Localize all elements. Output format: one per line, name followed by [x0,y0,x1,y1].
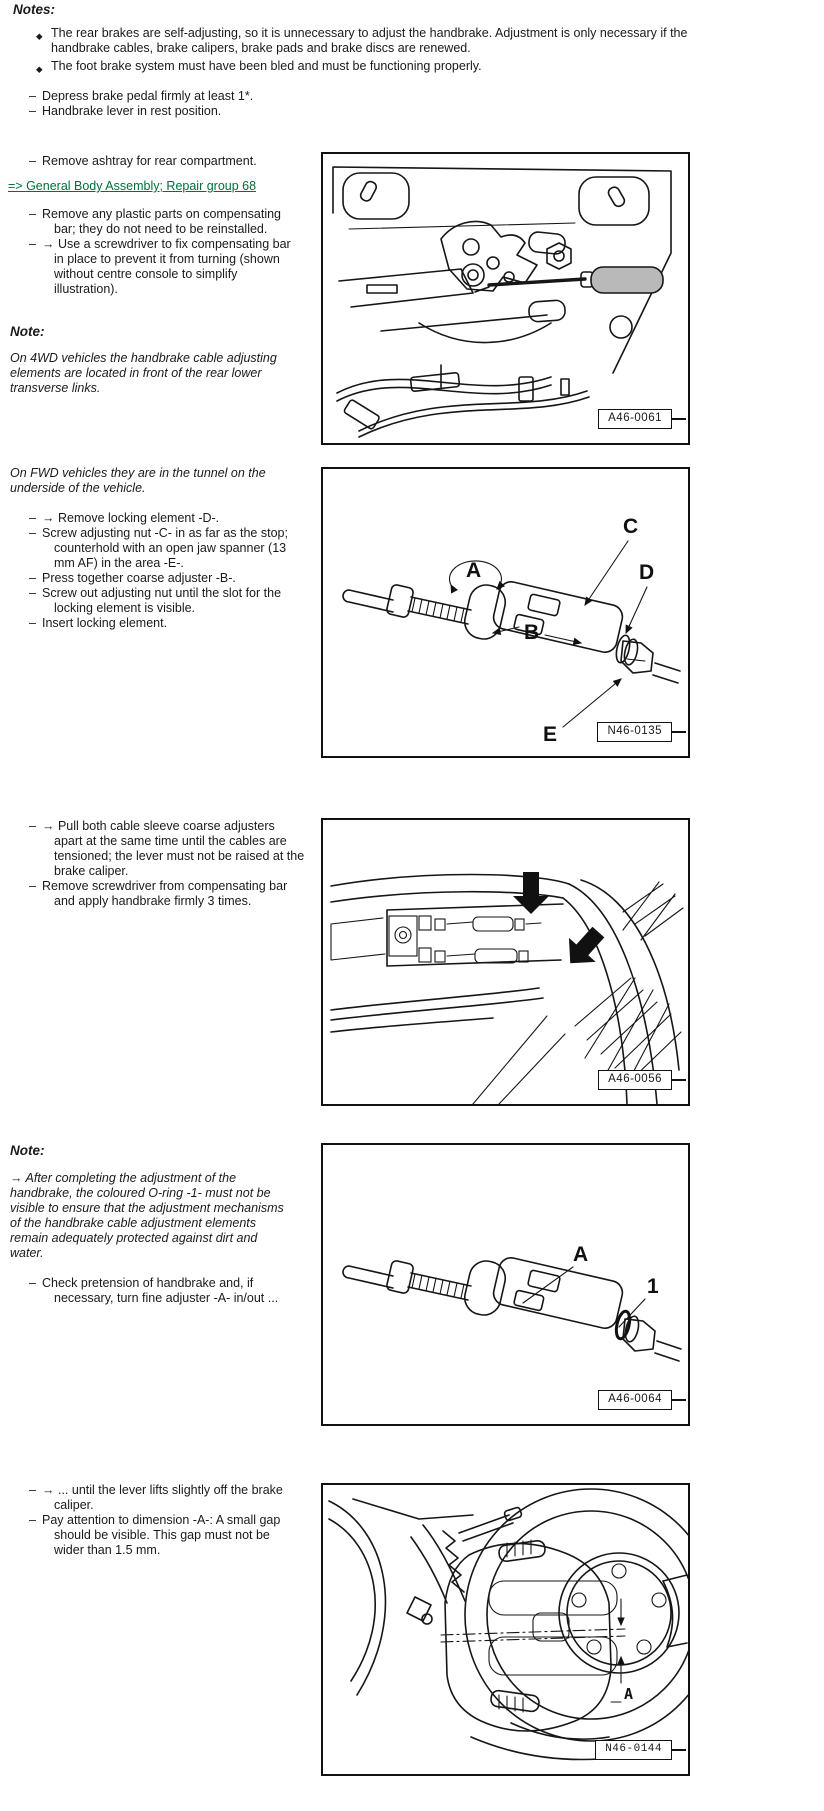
figure-tunnel-adjusters [321,818,690,1106]
diamond-bullet-icon: ◆ [36,64,43,74]
step-text: → Remove locking element -D-. [42,511,220,525]
figure-code-badge: A46-0056 [598,1070,672,1090]
step-text: Handbrake lever in rest position. [42,104,222,118]
list-item [29,104,349,119]
list-item [29,511,299,526]
repair-group-link[interactable]: => General Body Assembly; Repair group 68 [8,179,257,193]
fwd-paragraph: On FWD vehicles they are in the tunnel on the underside of the vehicle. [10,466,266,495]
step-text: Remove ashtray for rear compartment. [42,154,257,168]
list-item [29,586,299,616]
list-item [29,819,306,879]
figure-code-badge: A46-0064 [598,1390,672,1410]
note-bullet-text: The foot brake system must have been bled and must be functioning properly. [51,59,482,73]
steps-pretension [29,1276,302,1306]
callout-letter-c: C [623,515,639,538]
list-item [36,26,700,56]
top-notes-list [36,26,700,80]
black-arrow-diagonal-icon [557,920,612,975]
cable-adjuster-illustration [323,469,688,756]
list-item [29,1276,302,1306]
notes-header: Notes: [13,2,56,17]
step-text: → ... until the lever lifts slightly off the brake caliper. [42,1483,283,1512]
note-4wd-text: On 4WD vehicles the handbrake cable adjusting elements are located in front of the rear lower transverse links. [10,351,277,395]
steps-final [29,1483,302,1558]
callout-letter-e: E [543,723,558,746]
list-item [29,207,300,237]
dash-bullet: – [29,1483,36,1497]
dash-bullet: – [29,511,36,525]
tunnel-adjusters-illustration [323,820,688,1104]
list-item [29,89,349,104]
note-4wd-title: Note: [10,324,45,339]
repair-group-link-row [8,179,256,194]
callout-letter-a: A [573,1243,589,1266]
figure-code-badge: N46-0135 [597,722,672,742]
figure-code-badge: A46-0061 [598,409,672,429]
fine-adjuster-illustration [323,1145,688,1424]
dash-bullet: – [29,526,36,540]
step-text: Insert locking element. [42,616,168,630]
step-text: Screw adjusting nut -C- in as far as the stop; counterhold with an open jaw spanner (13 mm AF) in the area -E-. [42,526,288,570]
diamond-bullet-icon: ◆ [36,31,43,41]
dash-bullet: – [29,1276,36,1290]
dash-bullet: – [29,154,36,168]
figure-cable-adjuster [321,467,690,758]
dimension-letter-a: A [624,1685,634,1703]
dash-bullet: – [29,237,36,251]
step-text: → Use a screwdriver to fix compensating bar in place to prevent it from turning (shown without centre console to simplify illustration). [42,237,291,296]
callout-letter-d: D [639,561,655,584]
list-item [29,879,306,909]
step-text: Pay attention to dimension -A-: A small gap should be visible. This gap must not be wider than 1.5 mm. [42,1513,281,1557]
dash-bullet: – [29,819,36,833]
brake-caliper-illustration [323,1485,688,1774]
list-item [29,1513,302,1558]
list-item [29,237,300,297]
callout-letter-b: B [524,621,540,644]
note-oring-text: → After completing the adjustment of the handbrake, the coloured O-ring -1- must not be visible to ensure that the adjustment mechanisms of the handbrake cable adjustment elements remain adequately protected against dirt and water. [10,1171,284,1260]
dash-bullet: – [29,207,36,221]
callout-letter-a: A [466,559,482,582]
list-item [29,154,349,169]
step-text: Remove screwdriver from compensating bar and apply handbrake firmly 3 times. [42,879,288,908]
figure-brake-caliper [321,1483,690,1776]
step-text: Remove any plastic parts on compensating bar; they do not need to be reinstalled. [42,207,282,236]
note-oring-title: Note: [10,1143,45,1158]
step-text: → Pull both cable sleeve coarse adjusters apart at the same time until the cables are tensioned; the lever must not be raised at the brake caliper. [42,819,305,878]
dash-bullet: – [29,89,36,103]
dash-bullet: – [29,586,36,600]
step-ashtray [29,154,349,169]
list-item [29,616,299,631]
list-item [36,59,700,77]
steps-tension [29,819,306,909]
dash-bullet: – [29,879,36,893]
dash-bullet: – [29,104,36,118]
step-text: Screw out adjusting nut until the slot for the locking element is visible. [42,586,282,615]
screwdriver-icon [475,267,663,293]
steps-initial [29,89,349,119]
step-text: Depress brake pedal firmly at least 1*. [42,89,254,103]
handbrake-lever-illustration [323,154,688,443]
figure-fine-adjuster [321,1143,690,1426]
figure-code-badge: N46-0144 [595,1740,672,1760]
list-item [29,526,299,571]
step-text: Check pretension of handbrake and, if necessary, turn fine adjuster -A- in/out ... [42,1276,279,1305]
figure-handbrake-lever [321,152,690,445]
steps-adjuster [29,511,299,631]
step-text: Press together coarse adjuster -B-. [42,571,236,585]
dash-bullet: – [29,1513,36,1527]
callout-number-1: 1 [647,1275,659,1298]
list-item [29,1483,302,1513]
steps-compensating [29,207,300,297]
dash-bullet: – [29,616,36,630]
note-bullet-text: The rear brakes are self-adjusting, so it is unnecessary to adjust the handbrake. Adjustment is only necessary if the handbrake cables, brake calipers, brake pads and brake discs are renewed. [51,26,688,55]
dash-bullet: – [29,571,36,585]
list-item [29,571,299,586]
